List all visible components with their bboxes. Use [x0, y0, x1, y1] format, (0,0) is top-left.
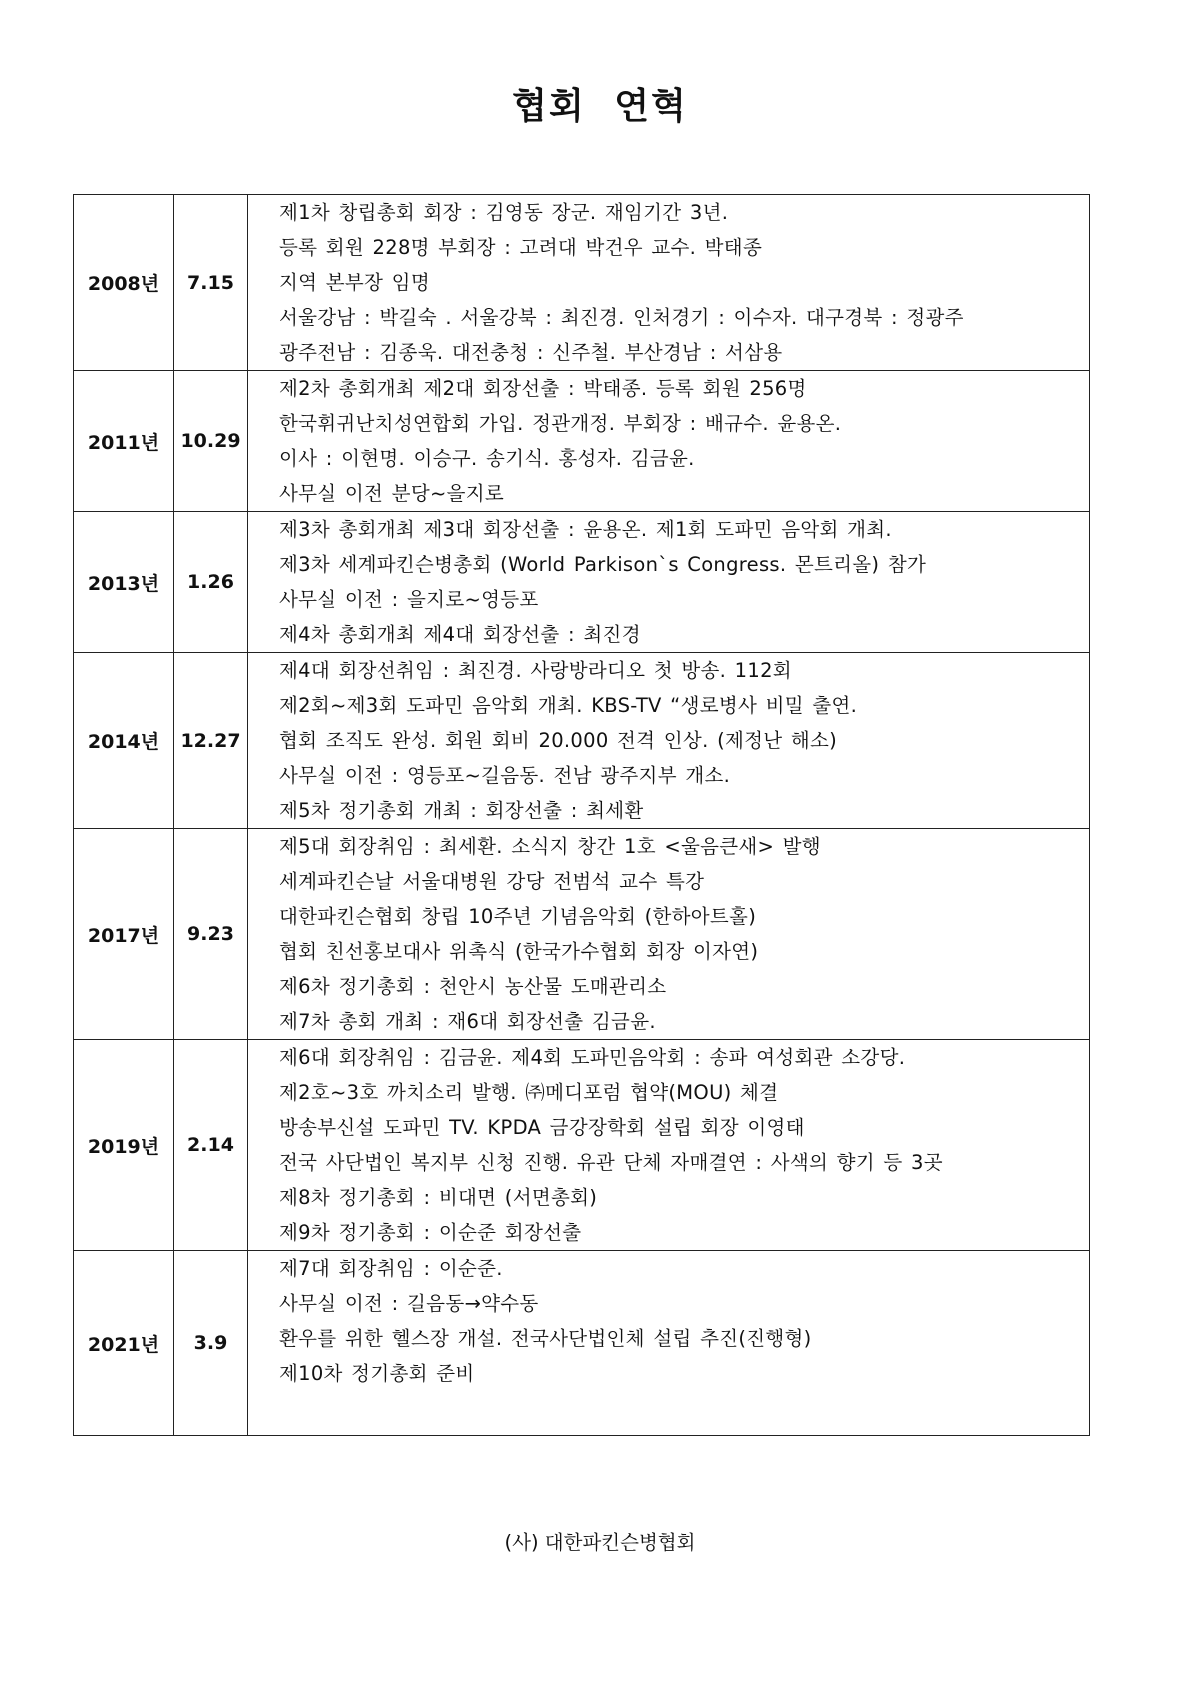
- date-cell: 7.15: [174, 195, 248, 371]
- event-line: 대한파킨슨협회 창립 10주년 기념음악회 (한하아트홀): [279, 905, 757, 928]
- date-cell: 1.26: [174, 512, 248, 653]
- event-line: 제5차 정기총회 개최 : 회장선출 : 최세환: [279, 799, 644, 822]
- event-line: 제3차 총회개최 제3대 회장선출 : 윤용온. 제1회 도파민 음악회 개최.: [279, 518, 892, 541]
- history-row: [74, 195, 1090, 371]
- event-line: 제4대 회장선취임 : 최진경. 사랑방라디오 첫 방송. 112회: [279, 659, 792, 682]
- footer-organization: (사) 대한파킨슨병협회: [504, 1531, 696, 1554]
- event-line: 제2회~제3회 도파민 음악회 개최. KBS-TV “생로병사 비밀 출연.: [279, 694, 858, 717]
- history-row: [74, 512, 1090, 653]
- date-cell: 12.27: [174, 653, 248, 829]
- history-row: [74, 653, 1090, 829]
- event-line: 제6대 회장취임 : 김금윤. 제4회 도파민음악회 : 송파 여성회관 소강당.: [279, 1046, 906, 1069]
- events-cell: [248, 1251, 1090, 1436]
- event-line: 제4차 총회개최 제4대 회장선출 : 최진경: [279, 623, 641, 646]
- event-line: 사무실 이전 : 을지로~영등포: [279, 588, 539, 611]
- date-cell: 9.23: [174, 829, 248, 1040]
- event-line: 제7차 총회 개최 : 재6대 회장선출 김금윤.: [279, 1010, 656, 1033]
- history-table: [73, 194, 1090, 1436]
- date-cell: 3.9: [174, 1251, 248, 1436]
- event-line: 제6차 정기총회 : 천안시 농산물 도매관리소: [279, 975, 667, 998]
- event-line: 방송부신설 도파민 TV. KPDA 금강장학회 설립 회장 이영태: [279, 1116, 805, 1139]
- event-line: 제5대 회장취임 : 최세환. 소식지 창간 1호 <울음큰새> 발행: [279, 835, 821, 858]
- event-line: 세계파킨슨날 서울대병원 강당 전범석 교수 특강: [279, 870, 705, 893]
- events-cell: [248, 653, 1090, 829]
- year-cell: 2008년: [74, 195, 174, 371]
- history-row: [74, 1251, 1090, 1436]
- event-line: 사무실 이전 분당~을지로: [279, 482, 505, 505]
- event-line: 제3차 세계파킨슨병총회 (World Parkison`s Congress. 몬트리올) 참가: [279, 553, 927, 576]
- event-line: 광주전남 : 김종욱. 대전충청 : 신주철. 부산경남 : 서삼용: [279, 341, 783, 364]
- event-line: 제2호~3호 까치소리 발행. ㈜메디포럼 협약(MOU) 체결: [279, 1081, 779, 1104]
- events-cell: [248, 512, 1090, 653]
- year-cell: 2011년: [74, 371, 174, 512]
- year-cell: 2013년: [74, 512, 174, 653]
- history-row: [74, 1040, 1090, 1251]
- year-cell: 2021년: [74, 1251, 174, 1436]
- history-row: [74, 371, 1090, 512]
- event-line: 협회 조직도 완성. 회원 회비 20.000 전격 인상. (제정난 해소): [279, 729, 838, 752]
- event-line: 협회 친선홍보대사 위촉식 (한국가수협회 회장 이자연): [279, 940, 759, 963]
- events-cell: [248, 195, 1090, 371]
- event-line: 사무실 이전 : 길음동→약수동: [279, 1292, 539, 1315]
- events-cell: [248, 371, 1090, 512]
- event-line: 이사 : 이현명. 이승구. 송기식. 홍성자. 김금윤.: [279, 447, 695, 470]
- event-line: 서울강남 : 박길숙 . 서울강북 : 최진경. 인처경기 : 이수자. 대구경북 : 정광주: [279, 306, 964, 329]
- page-title: 협회 연혁: [512, 86, 688, 127]
- event-line: 사무실 이전 : 영등포~길음동. 전남 광주지부 개소.: [279, 764, 731, 787]
- year-cell: 2017년: [74, 829, 174, 1040]
- event-line: 환우를 위한 헬스장 개설. 전국사단법인체 설립 추진(진행형): [279, 1327, 812, 1350]
- history-row: [74, 829, 1090, 1040]
- event-line: 지역 본부장 임명: [279, 271, 430, 294]
- event-line: 제8차 정기총회 : 비대면 (서면총회): [279, 1186, 598, 1209]
- year-cell: 2014년: [74, 653, 174, 829]
- date-cell: 10.29: [174, 371, 248, 512]
- event-line: 한국휘귀난치성연합회 가입. 정관개정. 부회장 : 배규수. 윤용온.: [279, 412, 842, 435]
- events-cell: [248, 829, 1090, 1040]
- year-cell: 2019년: [74, 1040, 174, 1251]
- event-line: 제9차 정기총회 : 이순준 회장선출: [279, 1221, 582, 1244]
- event-line: 제10차 정기총회 준비: [279, 1362, 475, 1385]
- events-cell: [248, 1040, 1090, 1251]
- date-cell: 2.14: [174, 1040, 248, 1251]
- event-line: 제1차 창립총회 회장 : 김영동 장군. 재임기간 3년.: [279, 201, 729, 224]
- history-table-body: [74, 195, 1090, 1436]
- event-line: 등록 회원 228명 부회장 : 고려대 박건우 교수. 박태종: [279, 236, 763, 259]
- event-line: 전국 사단법인 복지부 신청 진행. 유관 단체 자매결연 : 사색의 향기 등 3곳: [279, 1151, 943, 1174]
- event-line: 제2차 총회개최 제2대 회장선출 : 박태종. 등록 회원 256명: [279, 377, 807, 400]
- event-line: 제7대 회장취임 : 이순준.: [279, 1257, 503, 1280]
